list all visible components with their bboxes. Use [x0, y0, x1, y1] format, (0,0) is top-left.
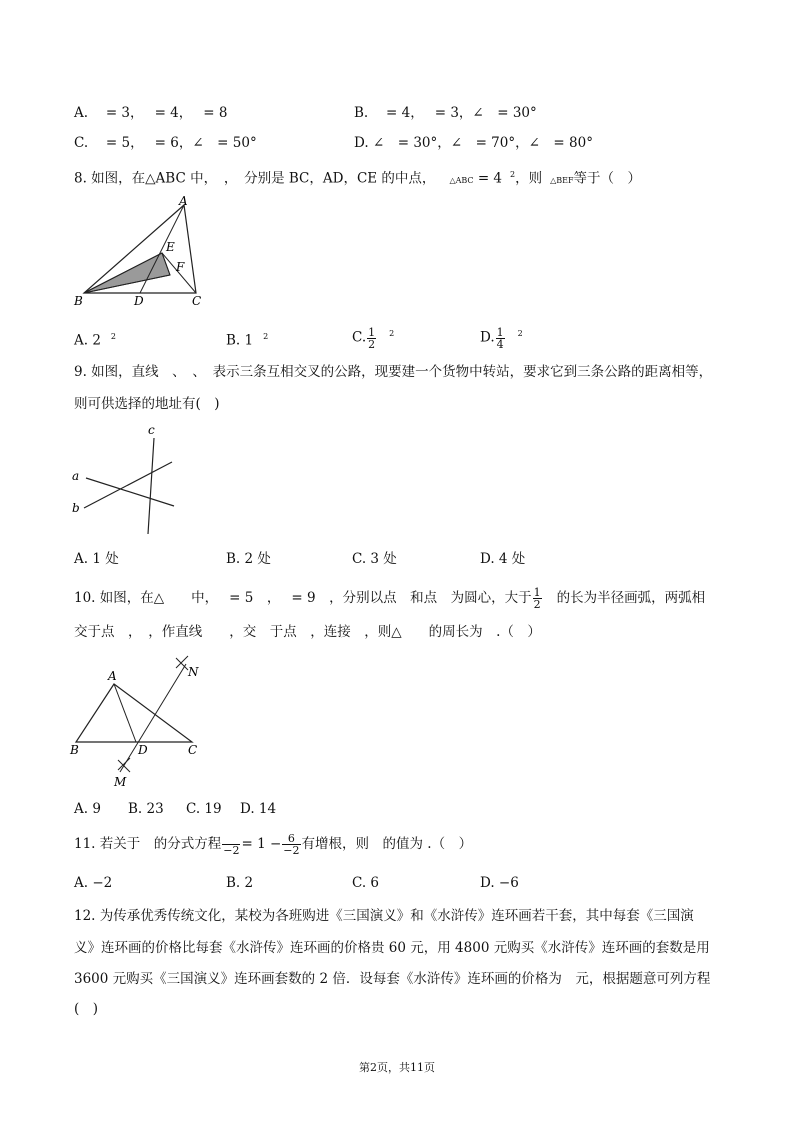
- q10-stem-line-1: 10. 如图，在△ 中， = 5 ， = 9 ，分别以点 和点 为圆心，大于 $\frac{1}{2}$ 的长为半径画弧，两弧相: [74, 586, 706, 611]
- q8-label-d: D: [134, 294, 144, 308]
- q8-option-a: A. 2 $^2$: [74, 332, 117, 349]
- q10-construction-figure: [68, 650, 218, 792]
- q10-fraction-half: $\frac{1}{2}$: [533, 586, 541, 611]
- q10-label-d: D: [138, 743, 148, 757]
- q10-arc-mark-n: [176, 656, 188, 670]
- q8-option-d: D. $\frac{1}{4}$ $^2$: [480, 325, 523, 351]
- q10-line-mn: [120, 664, 186, 772]
- q8-triangle-figure: [72, 193, 212, 311]
- q10-label-b: B: [70, 743, 79, 757]
- q10-option-d: D. 14: [240, 801, 277, 817]
- q9-option-c: C. 3 处: [352, 551, 397, 567]
- q8-option-b: B. 1 $^2$: [226, 332, 269, 349]
- q12-line-2: 义》连环画的价格比每套《水浒传》连环画的价格贵 60 元，用 4800 元购买《水浒传》连环画的套数是用: [74, 940, 710, 956]
- q11-option-d: D. −6: [480, 875, 519, 891]
- q8-option-c: C. $\frac{1}{2}$ $^2$: [352, 325, 395, 351]
- q10-label-c: C: [188, 743, 198, 757]
- q9-stem-line-1: 9. 如图，直线 、 、 表示三条互相交叉的公路，现要建一个货物中转站，要求它到三条公路的距离相等，: [74, 364, 713, 380]
- q10-triangle-abc: [76, 684, 192, 742]
- q11-stem: 11. 若关于 的分式方程 −2 = 1 − $\frac{6}{-2}$ 有增根，则 的值为 .（ ）: [74, 832, 473, 857]
- q10-option-c: C. 19: [186, 801, 222, 817]
- q9-stem-line-2: 则可供选择的地址有( ): [74, 396, 220, 412]
- q7-option-a: A. = 3， = 4， = 8: [74, 105, 228, 121]
- q10-label-m: M: [114, 775, 127, 789]
- q10-option-b: B. 23: [128, 801, 164, 817]
- q8-label-c: C: [192, 294, 202, 308]
- q8-label-b: B: [74, 294, 83, 308]
- q9-line-a: [86, 478, 174, 506]
- q8-label-a: A: [179, 194, 188, 208]
- q9-line-c: [148, 438, 154, 534]
- q8-stem: 8. 如图，在△ABC 中， ， 分别是 BC，AD，CE 的中点， △ABC = 4 $^2$，则 △BEF等于（ ）: [74, 170, 642, 187]
- q9-label-c: c: [148, 423, 155, 437]
- q12-line-3: 3600 元购买《三国演义》连环画套数的 2 倍．设每套《水浒传》连环画的价格为 元，根据题意可列方程: [74, 971, 711, 987]
- q11-fraction-left: −2: [222, 833, 240, 856]
- q8-option-d-fraction: $\frac{1}{4}$: [496, 325, 504, 351]
- q8-option-c-fraction: $\frac{1}{2}$: [368, 325, 376, 351]
- q10-option-a: A. 9: [74, 801, 101, 817]
- q10-stem-line-2: 交于点 ， ，作直线 ，交 于点 ，连接 ，则△ 的周长为 .（ ）: [74, 624, 541, 640]
- q12-line-1: 12. 为传承优秀传统文化，某校为各班购进《三国演义》和《水浒传》连环画若干套，其中每套《三国演: [74, 908, 694, 924]
- q11-option-a: A. −2: [74, 875, 113, 891]
- q11-option-c: C. 6: [352, 875, 380, 891]
- q7-option-b: B. = 4， = 3，∠ = 30°: [354, 105, 537, 121]
- q8-label-e: E: [166, 240, 175, 254]
- q9-label-b: b: [72, 501, 80, 515]
- q10-label-n: N: [188, 665, 199, 679]
- q7-option-c: C. = 5， = 6，∠ = 50°: [74, 135, 257, 151]
- q9-lines-figure: [68, 420, 188, 540]
- q9-option-a: A. 1 处: [74, 551, 119, 567]
- q11-fraction-right: $\frac{6}{-2}$: [283, 832, 300, 857]
- page-footer: 第2页，共11页: [359, 1061, 435, 1074]
- q9-option-b: B. 2 处: [226, 551, 271, 567]
- q12-line-4: ( ): [74, 1001, 99, 1017]
- q10-label-a: A: [108, 669, 117, 683]
- q11-option-b: B. 2: [226, 875, 254, 891]
- q9-label-a: a: [72, 469, 80, 483]
- q9-option-d: D. 4 处: [480, 551, 526, 567]
- q8-label-f: F: [176, 260, 185, 274]
- q7-option-d: D. ∠ = 30°，∠ = 70°，∠ = 80°: [354, 135, 593, 151]
